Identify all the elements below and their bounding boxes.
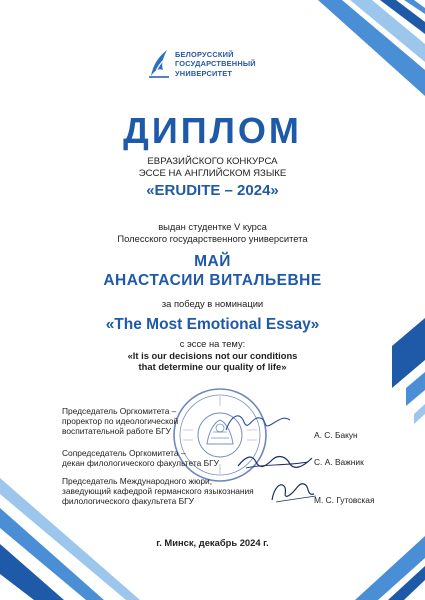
university-logo (147, 48, 297, 80)
topic-line-1: «It is our decisions not our conditions (127, 350, 298, 361)
subtitle-line-1: ЕВРАЗИЙСКОГО КОНКУРСА (147, 156, 278, 167)
signature-1 (222, 408, 294, 436)
logo-line-2: ГОСУДАРСТВЕННЫЙ (175, 59, 256, 69)
nomination-title: «The Most Emotional Essay» (105, 316, 320, 333)
topic-line-2: that determine our quality of life» (138, 361, 287, 372)
place-and-date: г. Минск, декабрь 2024 г. (156, 537, 269, 548)
signatory-2-title (62, 448, 219, 468)
issued-to-text: выдан студентке V курса (158, 221, 267, 232)
signatory-3-line-3: филологического факультета БГУ (62, 496, 194, 506)
contest-name: «ERUDITE – 2024» (146, 182, 279, 199)
signatory-3-title (62, 476, 254, 506)
recipient-surname: МАЙ (194, 253, 231, 270)
signatory-1-line-3: воспитательной работе БГУ (62, 426, 171, 436)
university-text: Полесского государственного университета (117, 233, 308, 244)
logo-line-3: УНИВЕРСИТЕТ (175, 68, 233, 78)
university-emblem-icon (147, 48, 173, 78)
signatory-1-line-1: Председатель Оргкомитета – (62, 406, 177, 416)
recipient-given-names: АНАСТАСИИ ВИТАЛЬЕВНЕ (103, 272, 322, 289)
signatory-1-line-2: проректор по идеологической (62, 416, 179, 426)
signatory-2-name: С. А. Важник (314, 457, 364, 467)
victory-text: за победу в номинации (161, 298, 264, 309)
subtitle-line-2: ЭССЕ НА АНГЛИЙСКОМ ЯЗЫКЕ (138, 168, 287, 179)
essay-intro: с эссе на тему: (179, 338, 246, 349)
logo-line-1: БЕЛОРУССКИЙ (175, 50, 234, 59)
signature-2 (232, 446, 316, 474)
signatory-2-line-1: Сопредседатель Оргкомитета – (62, 448, 186, 458)
signatory-1-title (62, 406, 178, 436)
signatory-3-line-2: заведующий кафедрой германского языкознания (62, 486, 254, 496)
signatory-1-name: А. С. Бакун (314, 430, 358, 440)
signatory-3-name: М. С. Гутовская (314, 495, 375, 505)
signatory-2-line-2: декан филологического факультета БГУ (62, 458, 219, 468)
signatory-3-line-1: Председатель Международного жюри, (62, 476, 213, 486)
diploma-title: ДИПЛОМ (123, 110, 302, 151)
